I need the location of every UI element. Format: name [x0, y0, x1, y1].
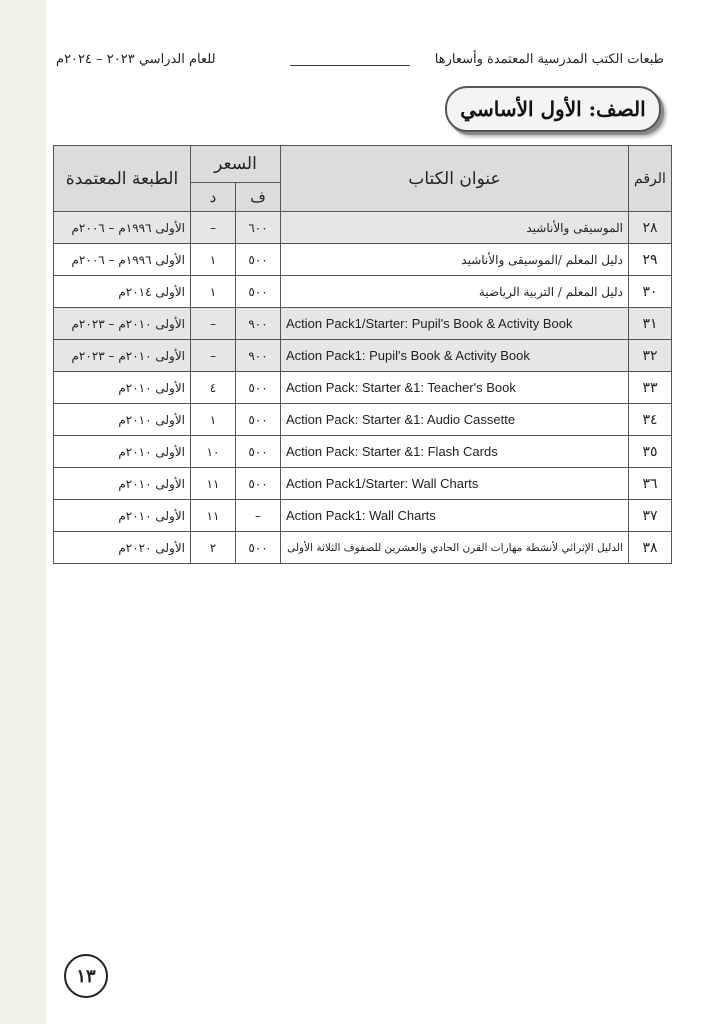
grade-title: الصف: الأول الأساسي [460, 97, 646, 121]
row-dinar: – [191, 212, 236, 244]
row-edition: الأولى ٢٠١٠م [54, 468, 191, 500]
table-row [54, 308, 672, 340]
row-edition: الأولى ١٩٩٦م – ٢٠٠٦م [54, 244, 191, 276]
row-num: ٣٥ [629, 436, 672, 468]
row-fils: ٩٠٠ [236, 340, 281, 372]
table-row [54, 372, 672, 404]
row-fils: ٦٠٠ [236, 212, 281, 244]
grade-title-box [445, 86, 661, 132]
row-title: الدليل الإثرائي لأنشطة مهارات القرن الحادي والعشرين للصفوف الثلاثة الأولى [281, 532, 629, 564]
row-edition: الأولى ٢٠١٠م [54, 500, 191, 532]
table-row [54, 404, 672, 436]
row-dinar: ١١ [191, 500, 236, 532]
row-num: ٣٨ [629, 532, 672, 564]
row-edition: الأولى ٢٠٢٠م [54, 532, 191, 564]
col-header-dinar: د [191, 183, 236, 212]
row-dinar: ١١ [191, 468, 236, 500]
table-row [54, 532, 672, 564]
books-table [53, 145, 672, 564]
row-edition: الأولى ٢٠١٤م [54, 276, 191, 308]
row-title: الموسيقى والأناشيد [281, 212, 629, 244]
row-dinar: ١٠ [191, 436, 236, 468]
row-title: دليل المعلم /الموسيقى والأناشيد [281, 244, 629, 276]
col-header-title: عنوان الكتاب [281, 146, 629, 212]
row-dinar: – [191, 340, 236, 372]
col-header-edition: الطبعة المعتمدة [54, 146, 191, 212]
row-edition: الأولى ٢٠١٠م – ٢٠٢٣م [54, 340, 191, 372]
row-num: ٣٤ [629, 404, 672, 436]
row-num: ٣٦ [629, 468, 672, 500]
table-row [54, 244, 672, 276]
row-fils: ٥٠٠ [236, 276, 281, 308]
table-row [54, 436, 672, 468]
col-header-fils: ف [236, 183, 281, 212]
table-row [54, 276, 672, 308]
row-title: Action Pack: Starter &1: Audio Cassette [281, 404, 629, 436]
row-fils: – [236, 500, 281, 532]
page-header [56, 50, 664, 74]
row-fils: ٥٠٠ [236, 532, 281, 564]
row-fils: ٥٠٠ [236, 468, 281, 500]
table-row [54, 212, 672, 244]
left-margin-strip [0, 0, 46, 1024]
row-edition: الأولى ٢٠١٠م – ٢٠٢٣م [54, 308, 191, 340]
row-dinar: ١ [191, 404, 236, 436]
row-num: ٣١ [629, 308, 672, 340]
row-fils: ٩٠٠ [236, 308, 281, 340]
page-number-circle [64, 954, 108, 998]
row-num: ٢٨ [629, 212, 672, 244]
row-dinar: ٤ [191, 372, 236, 404]
row-edition: الأولى ١٩٩٦م – ٢٠٠٦م [54, 212, 191, 244]
header-title: طبعات الكتب المدرسية المعتمدة وأسعارها [434, 52, 664, 67]
row-fils: ٥٠٠ [236, 244, 281, 276]
row-fils: ٥٠٠ [236, 404, 281, 436]
table-row [54, 500, 672, 532]
row-dinar: ٢ [191, 532, 236, 564]
row-edition: الأولى ٢٠١٠م [54, 436, 191, 468]
row-title: Action Pack: Starter &1: Teacher's Book [281, 372, 629, 404]
row-num: ٣٣ [629, 372, 672, 404]
row-num: ٢٩ [629, 244, 672, 276]
row-title: Action Pack: Starter &1: Flash Cards [281, 436, 629, 468]
row-num: ٣٧ [629, 500, 672, 532]
row-edition: الأولى ٢٠١٠م [54, 404, 191, 436]
row-title: Action Pack1: Pupil's Book & Activity Book [281, 340, 629, 372]
row-dinar: ١ [191, 244, 236, 276]
row-num: ٣٠ [629, 276, 672, 308]
row-dinar: ١ [191, 276, 236, 308]
header-rule [290, 65, 410, 66]
row-fils: ٥٠٠ [236, 436, 281, 468]
row-fils: ٥٠٠ [236, 372, 281, 404]
col-header-price: السعر [191, 146, 281, 183]
table-row [54, 340, 672, 372]
table-row [54, 468, 672, 500]
header-year: للعام الدراسي ٢٠٢٣ – ٢٠٢٤م [56, 52, 216, 67]
col-header-num: الرقم [629, 146, 672, 212]
page-number: ١٣ [76, 965, 96, 987]
row-title: Action Pack1/Starter: Wall Charts [281, 468, 629, 500]
row-title: Action Pack1/Starter: Pupil's Book & Activity Book [281, 308, 629, 340]
row-edition: الأولى ٢٠١٠م [54, 372, 191, 404]
row-title: Action Pack1: Wall Charts [281, 500, 629, 532]
row-dinar: – [191, 308, 236, 340]
row-title: دليل المعلم / التربية الرياضية [281, 276, 629, 308]
row-num: ٣٢ [629, 340, 672, 372]
